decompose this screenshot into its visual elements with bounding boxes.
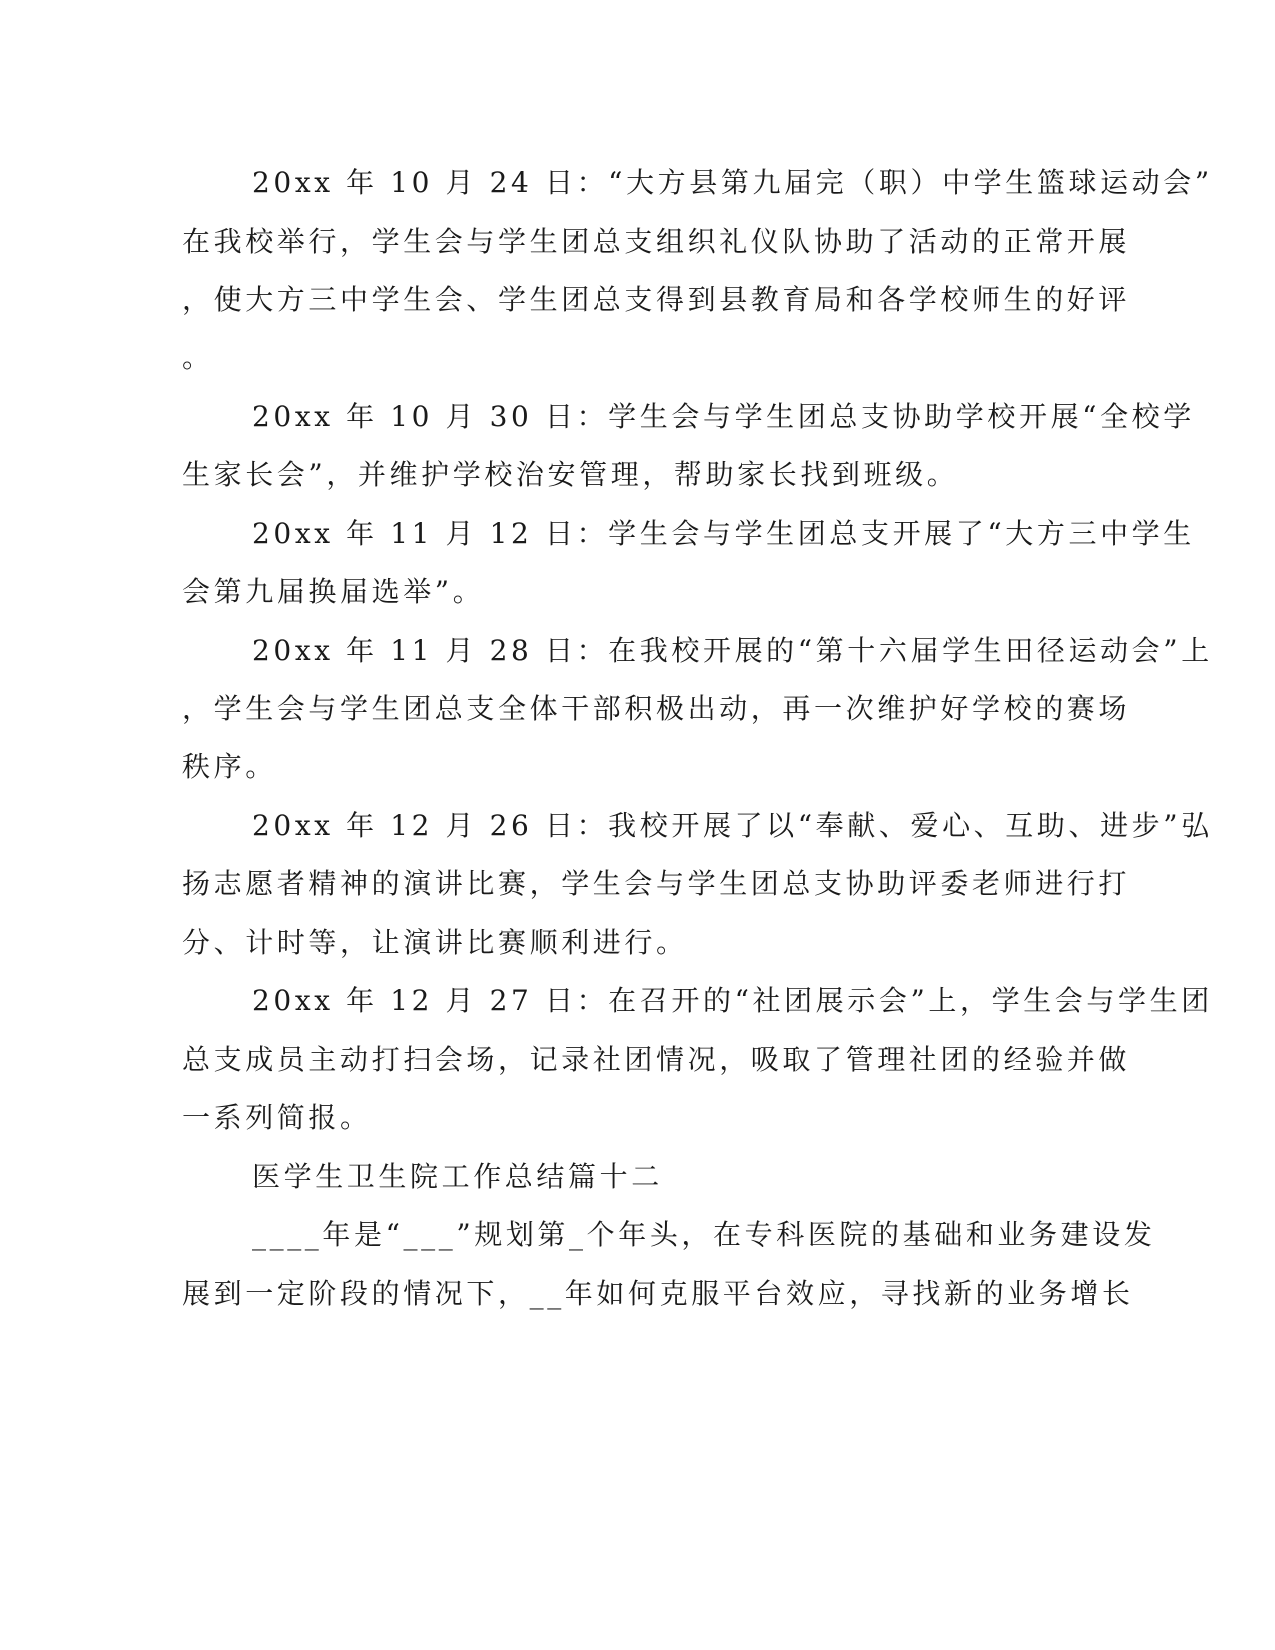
text-line: 展到一定阶段的情况下，__年如何克服平台效应，寻找新的业务增长 (182, 1277, 1134, 1310)
text-line: 。 (182, 341, 214, 374)
text-line: 20xx 年 12 月 26 日：我校开展了以“奉献、爱心、互助、进步”弘 (252, 809, 1213, 842)
text-line: ____年是“___”规划第_个年头，在专科医院的基础和业务建设发 (252, 1218, 1156, 1251)
text-line: 分、计时等，让演讲比赛顺利进行。 (182, 926, 688, 959)
text-line: 20xx 年 10 月 24 日：“大方县第九届完（职）中学生篮球运动会” (252, 166, 1213, 199)
text-line: 总支成员主动打扫会场，记录社团情况，吸取了管理社团的经验并做 (182, 1043, 1131, 1076)
text-line: 秩序。 (182, 750, 277, 783)
text-line: ，使大方三中学生会、学生团总支得到县教育局和各学校师生的好评 (182, 283, 1131, 316)
text-line: 在我校举行，学生会与学生团总支组织礼仪队协助了活动的正常开展 (182, 225, 1131, 258)
text-line: 20xx 年 11 月 28 日：在我校开展的“第十六届学生田径运动会”上 (252, 634, 1213, 667)
text-line: 生家长会”，并维护学校治安管理，帮助家长找到班级。 (182, 458, 959, 491)
text-line: 扬志愿者精神的演讲比赛，学生会与学生团总支协助评委老师进行打 (182, 867, 1131, 900)
text-line: 20xx 年 12 月 27 日：在召开的“社团展示会”上，学生会与学生团 (252, 984, 1213, 1017)
text-line: 20xx 年 10 月 30 日：学生会与学生团总支协助学校开展“全校学 (252, 400, 1195, 433)
section-heading: 医学生卫生院工作总结篇十二 (252, 1160, 663, 1193)
text-line: 20xx 年 11 月 12 日：学生会与学生团总支开展了“大方三中学生 (252, 517, 1195, 550)
text-line: 一系列简报。 (182, 1101, 372, 1134)
text-line: 会第九届换届选举”。 (182, 575, 485, 608)
text-line: ，学生会与学生团总支全体干部积极出动，再一次维护好学校的赛场 (182, 692, 1131, 725)
